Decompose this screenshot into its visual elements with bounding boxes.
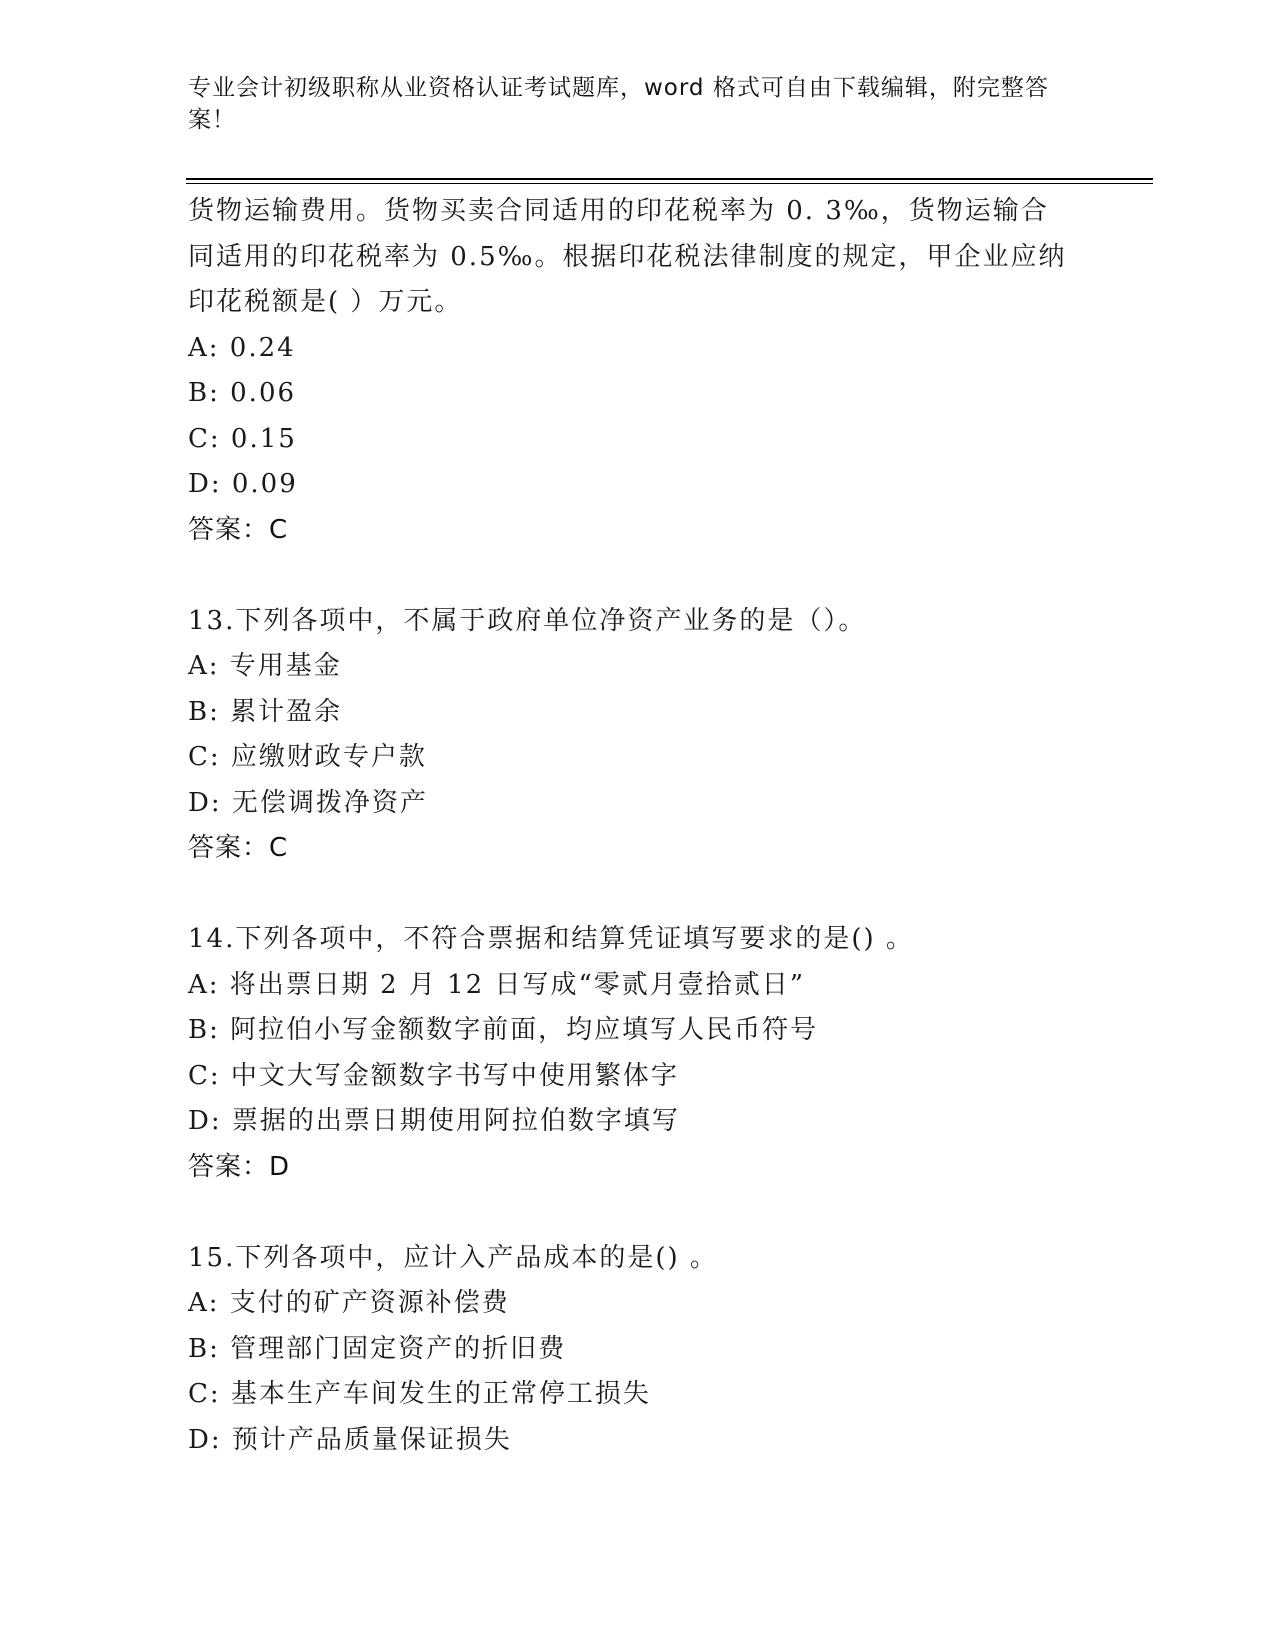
document-header: 专业会计初级职称从业资格认证考试题库，word 格式可自由下载编辑，附完整答案！ <box>188 75 1049 133</box>
option-b: B: 0.06 <box>188 378 297 408</box>
option-a: A: 支付的矿产资源补偿费 <box>188 1288 510 1318</box>
spacer <box>188 553 1088 599</box>
option-b: B: 管理部门固定资产的折旧费 <box>188 1333 567 1364</box>
question-15 <box>188 1236 1088 1464</box>
answer-text: 答案：C <box>188 833 289 863</box>
option-a: A: 将出票日期 2 月 12 日写成“零贰月壹拾贰日” <box>188 969 806 1000</box>
option-c: C: 中文大写金额数字书写中使用繁体字 <box>188 1060 679 1091</box>
option-d: D: 0.09 <box>188 469 298 499</box>
option-c: C: 0.15 <box>188 423 297 454</box>
option-c: C: 基本生产车间发生的正常停工损失 <box>188 1379 651 1409</box>
spacer <box>188 872 1088 918</box>
option-a: A: 专用基金 <box>188 651 342 681</box>
option-d: D: 无偿调拨净资产 <box>188 787 428 818</box>
spacer <box>188 1190 1088 1236</box>
header-rule-thin <box>186 183 1153 184</box>
question-title: 13.下列各项中，不属于政府单位净资产业务的是（）。 <box>188 605 867 636</box>
question-12 <box>188 189 1088 553</box>
option-b: B: 累计盈余 <box>188 696 343 727</box>
option-d: D: 预计产品质量保证损失 <box>188 1424 512 1455</box>
option-b: B: 阿拉伯小写金额数字前面，均应填写人民币符号 <box>188 1015 819 1045</box>
question-title: 14.下列各项中，不符合票据和结算凭证填写要求的是() 。 <box>188 924 914 954</box>
question-stem-line: 同适用的印花税率为 0.5‰。根据印花税法律制度的规定，甲企业应纳 <box>188 241 1067 272</box>
option-a: A: 0.24 <box>188 332 296 363</box>
question-stem-line: 货物运输费用。货物买卖合同适用的印花税率为 0. 3‰，货物运输合 <box>188 196 1049 226</box>
question-content <box>188 189 1088 1463</box>
question-stem-line: 印花税额是( ）万元。 <box>188 287 463 317</box>
answer-text: 答案：C <box>188 514 289 545</box>
header-rule-thick <box>186 178 1153 180</box>
question-13 <box>188 599 1088 872</box>
option-d: D: 票据的出票日期使用阿拉伯数字填写 <box>188 1106 680 1136</box>
question-title: 15.下列各项中，应计入产品成本的是() 。 <box>188 1242 718 1273</box>
question-14 <box>188 917 1088 1190</box>
option-c: C: 应缴财政专户款 <box>188 742 427 772</box>
answer-text: 答案：D <box>188 1151 291 1182</box>
